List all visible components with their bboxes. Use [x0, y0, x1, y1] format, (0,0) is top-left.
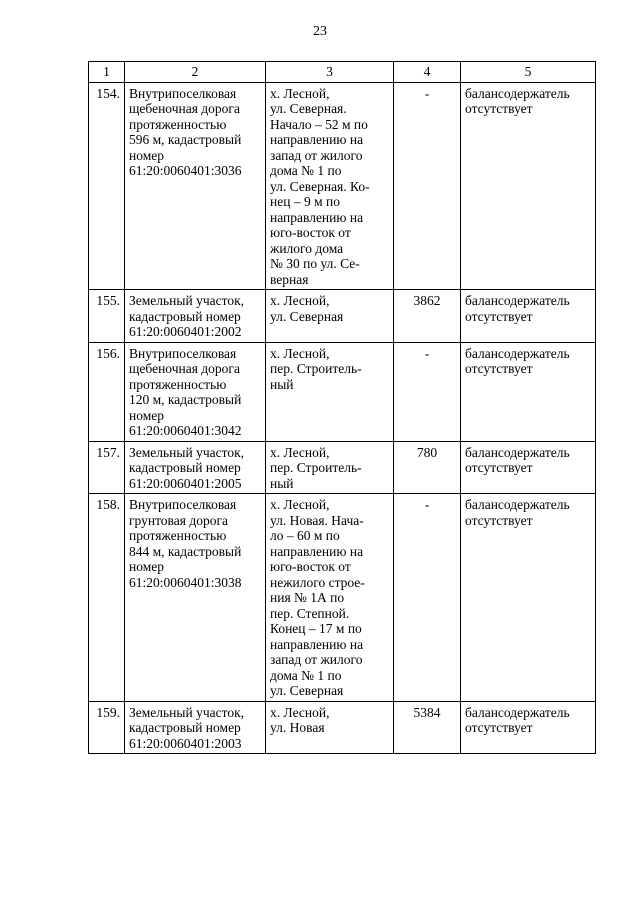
header-col-1: 1: [89, 62, 125, 83]
header-col-5: 5: [461, 62, 596, 83]
object-area: -: [394, 494, 461, 702]
object-description: Внутрипоселковая щебеночная дорога протяженностью 596 м, кадастровый номер 61:20:0060401:3036: [125, 82, 266, 290]
table-row: [89, 342, 596, 441]
header-row: [89, 62, 596, 83]
balance-holder: балансодержатель отсутствует: [461, 701, 596, 754]
balance-holder: балансодержатель отсутствует: [461, 494, 596, 702]
object-area: -: [394, 342, 461, 441]
table-row: [89, 441, 596, 494]
object-location: х. Лесной, пер. Строитель- ный: [266, 342, 394, 441]
object-description: Земельный участок, кадастровый номер 61:20:0060401:2005: [125, 441, 266, 494]
object-location: х. Лесной, ул. Северная: [266, 290, 394, 343]
header-col-2: 2: [125, 62, 266, 83]
table-row: [89, 290, 596, 343]
object-area: 780: [394, 441, 461, 494]
page-number: 23: [313, 24, 327, 39]
object-location: х. Лесной, ул. Северная. Начало – 52 м по направлению на запад от жилого дома № 1 по ул. Северная. Ко- нец – 9 м по направлению на юго-восток от жилого дома № 30 по ул. Се- верная: [266, 82, 394, 290]
property-registry-table: [88, 61, 596, 754]
row-number: 155.: [89, 290, 125, 343]
object-area: 3862: [394, 290, 461, 343]
object-location: х. Лесной, пер. Строитель- ный: [266, 441, 394, 494]
row-number: 158.: [89, 494, 125, 702]
object-description: Земельный участок, кадастровый номер 61:20:0060401:2003: [125, 701, 266, 754]
table-row: [89, 701, 596, 754]
table-body: [89, 82, 596, 754]
object-description: Земельный участок, кадастровый номер 61:20:0060401:2002: [125, 290, 266, 343]
balance-holder: балансодержатель отсутствует: [461, 290, 596, 343]
object-location: х. Лесной, ул. Новая. Нача- ло – 60 м по направлению на юго-восток от нежилого строе- ния № 1А по пер. Степной. Конец – 17 м по направлению на запад от жилого дома № 1 по ул. Северная: [266, 494, 394, 702]
object-area: -: [394, 82, 461, 290]
table-header: [89, 62, 596, 83]
row-number: 154.: [89, 82, 125, 290]
header-col-4: 4: [394, 62, 461, 83]
row-number: 157.: [89, 441, 125, 494]
header-col-3: 3: [266, 62, 394, 83]
balance-holder: балансодержатель отсутствует: [461, 82, 596, 290]
object-location: х. Лесной, ул. Новая: [266, 701, 394, 754]
balance-holder: балансодержатель отсутствует: [461, 342, 596, 441]
row-number: 156.: [89, 342, 125, 441]
balance-holder: балансодержатель отсутствует: [461, 441, 596, 494]
object-area: 5384: [394, 701, 461, 754]
object-description: Внутрипоселковая грунтовая дорога протяженностью 844 м, кадастровый номер 61:20:0060401:3038: [125, 494, 266, 702]
table-row: [89, 82, 596, 290]
object-description: Внутрипоселковая щебеночная дорога протяженностью 120 м, кадастровый номер 61:20:0060401:3042: [125, 342, 266, 441]
table-row: [89, 494, 596, 702]
row-number: 159.: [89, 701, 125, 754]
